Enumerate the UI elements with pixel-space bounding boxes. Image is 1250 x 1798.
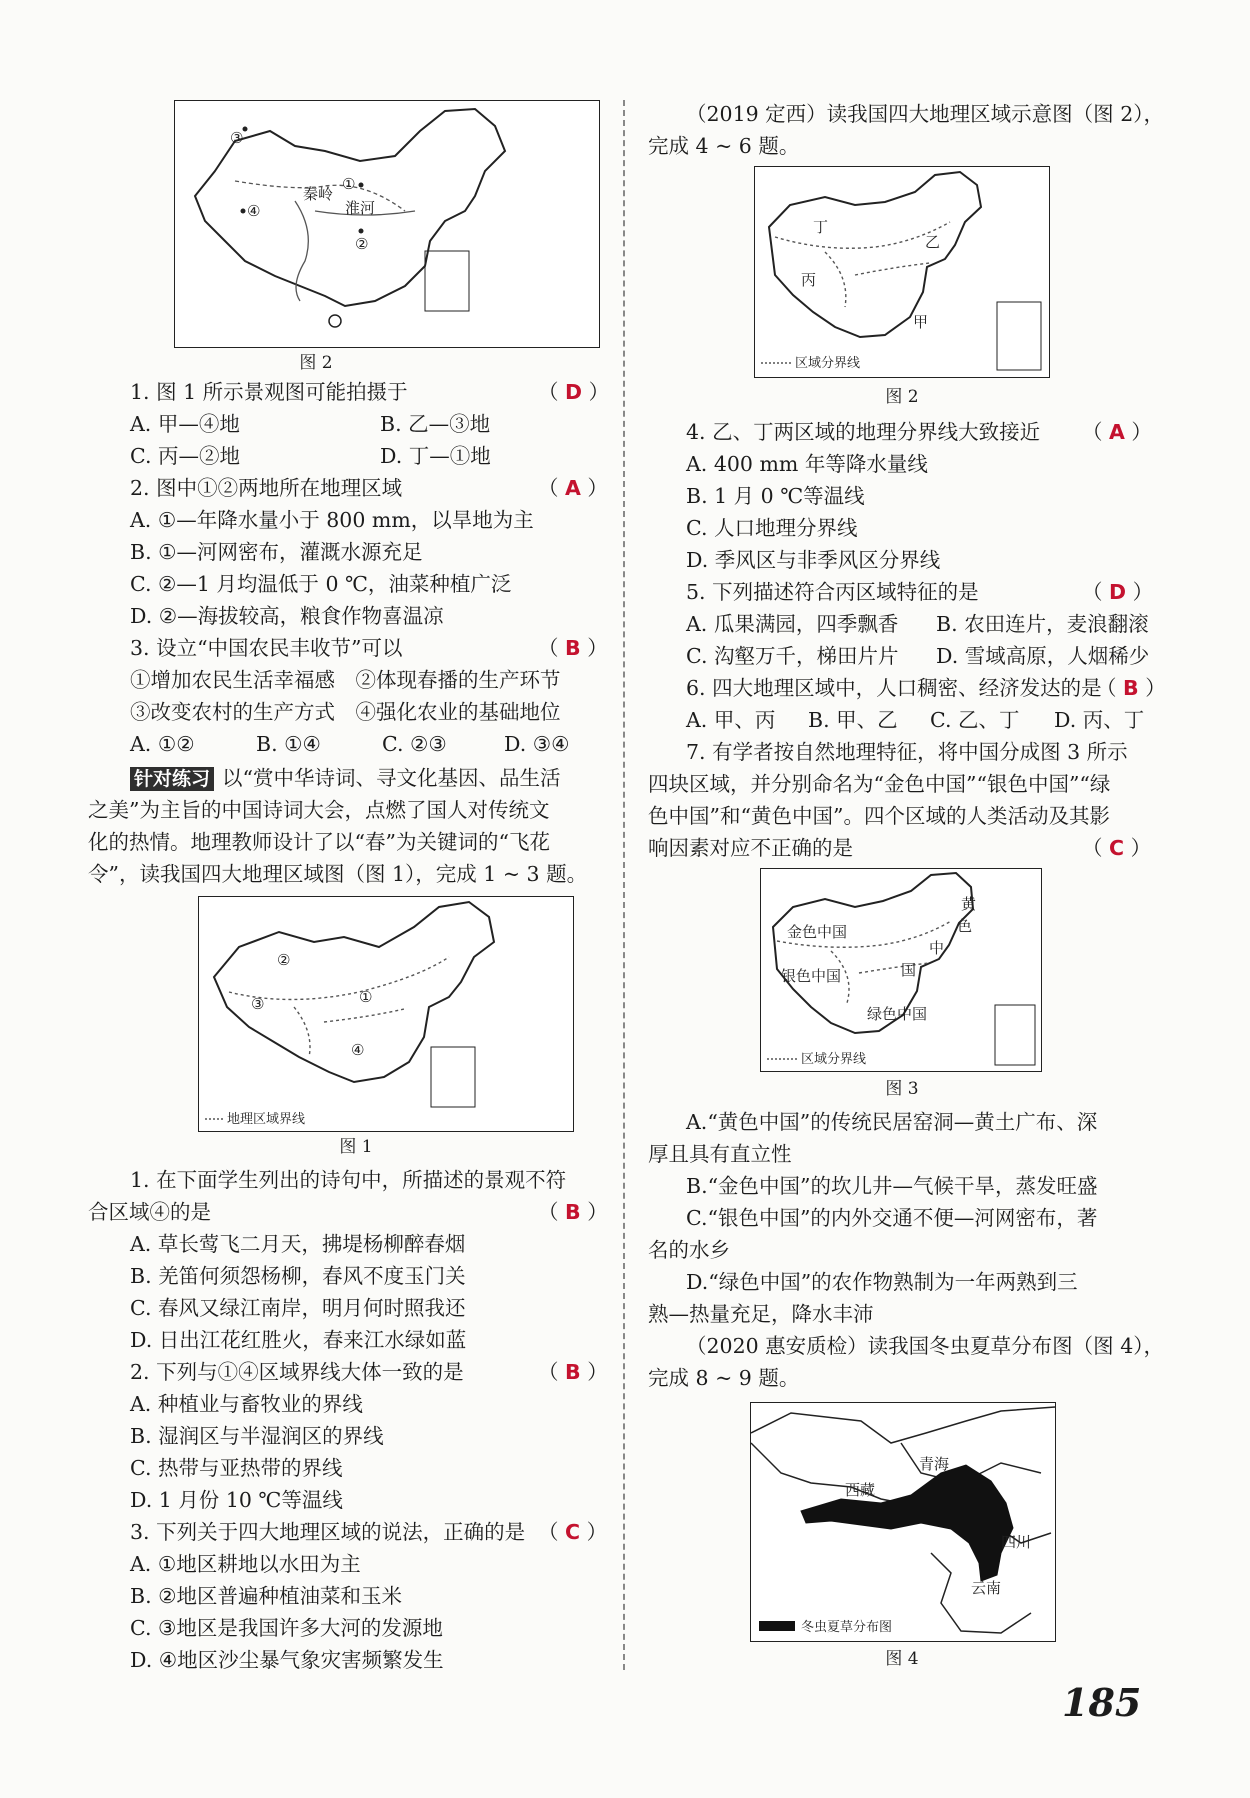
fig3-caption: 图 3 [885,1079,919,1099]
fig2-label-bing: 丙 [801,271,817,289]
map-label-3: ③ [230,129,244,147]
q4-option-c: C. 人口地理分界线 [686,516,858,540]
fig-top-caption: 图 2 [299,353,333,373]
cordyceps-map-fig4 [750,1402,1056,1642]
q7-text-3: 色中国”和“黄色中国”。四个区域的人类活动及其影 [648,804,1110,828]
q6-option-c: C. 乙、丁 [930,708,1020,732]
fig1-label-1: ① [359,988,373,1006]
q7-option-a-1: A.“黄色中国”的传统民居窑洞—黄土广布、深 [686,1110,1098,1134]
map-label-huaihe: 淮河 [345,199,376,217]
q1-option-c: C. 丙—②地 [130,444,240,468]
q4-option-d: D. 季风区与非季风区分界线 [686,548,941,572]
p2-option-d: D. 1 月份 10 ℃等温线 [130,1488,343,1512]
q2-option-c: C. ②—1 月均温低于 0 ℃，油菜种植广泛 [130,572,512,596]
map-label-1: ① [342,175,356,193]
p2-option-c: C. 热带与亚热带的界线 [130,1456,343,1480]
q7-option-c-1: C.“银色中国”的内外交通不便—河网密布，著 [686,1206,1098,1230]
fig3-label-guo: 国 [901,961,917,979]
q7-answer: （ C ） [1082,836,1152,860]
p2-answer: （ B ） [538,1360,608,1384]
q4-option-b: B. 1 月 0 ℃等温线 [686,484,865,508]
q7-option-d-2: 熟—热量充足，降水丰沛 [648,1302,874,1326]
fig1-label-2: ② [277,951,291,969]
q1-option-d: D. 丁—①地 [380,444,491,468]
fig4-legend: 冬虫夏草分布图 [801,1620,893,1635]
q6-text: 6. 四大地理区域中，人口稠密、经济发达的是 [686,676,1102,700]
q7-option-b-1: B.“金色中国”的坎儿井—气候干旱，蒸发旺盛 [686,1174,1098,1198]
q6-option-b: B. 甲、乙 [808,708,898,732]
fig2-label-jia: 甲 [913,313,929,331]
q7-text-4: 响因素对应不正确的是 [648,836,853,860]
p3-option-a: A. ①地区耕地以水田为主 [130,1552,361,1576]
fig1-label-4: ④ [351,1041,365,1059]
right-intro-1: （2019 定西）读我国四大地理区域示意图（图 2）， [686,102,1164,126]
fig4-label-yunnan: 云南 [971,1579,1002,1597]
china-map-fig3-svg [761,869,1041,1071]
p1-answer: （ B ） [538,1200,608,1224]
q2-option-b: B. ①—河网密布，灌溉水源充足 [130,540,423,564]
q3-option-d: D. ③④ [504,732,570,756]
practice-intro-4: 令”，读我国四大地理区域图（图 1），完成 1 ~ 3 题。 [88,862,588,886]
china-map-top [174,100,600,348]
q6-option-d: D. 丙、丁 [1054,708,1145,732]
cordyceps-map-fig4-svg [751,1403,1055,1641]
q5-text: 5. 下列描述符合丙区域特征的是 [686,580,979,604]
china-map-fig2 [754,166,1050,378]
china-map-top-svg [175,101,599,347]
china-map-fig2-svg [755,167,1049,377]
fig2-caption: 图 2 [885,387,919,407]
p1-option-d: D. 日出江花红胜火，春来江水绿如蓝 [130,1328,467,1352]
p1-text-1: 1. 在下面学生列出的诗句中，所描述的景观不符 [130,1168,567,1192]
p3-option-b: B. ②地区普遍种植油菜和玉米 [130,1584,402,1608]
fig3-label-green: 绿色中国 [867,1005,928,1023]
china-map-fig1 [198,896,574,1132]
q7-option-d-1: D.“绿色中国”的农作物熟制为一年两熟到三 [686,1270,1078,1294]
right-intro2-1: （2020 惠安质检）读我国冬虫夏草分布图（图 4）， [686,1334,1164,1358]
p3-option-c: C. ③地区是我国许多大河的发源地 [130,1616,443,1640]
p2-option-a: A. 种植业与畜牧业的界线 [130,1392,363,1416]
fig1-label-3: ③ [251,995,265,1013]
fig3-label-huang: 黄 [961,895,977,913]
fig2-label-ding: 丁 [813,218,829,236]
fig1-legend: 地理区域界线 [227,1112,306,1127]
fig2-legend: 区域分界线 [795,356,861,371]
fig3-label-zhong: 中 [929,939,945,957]
practice-intro-text-1: 以“赏中华诗词、寻文化基因、品生活 [222,766,561,790]
q4-answer: （ A ） [1082,420,1152,444]
q6-answer: （ B ） [1096,676,1166,700]
p1-option-b: B. 羌笛何须怨杨柳，春风不度玉门关 [130,1264,466,1288]
q3-option-b: B. ①④ [256,732,321,756]
q7-text-2: 四块区域，并分别命名为“金色中国”“银色中国”“绿 [648,772,1111,796]
fig3-label-silver: 银色中国 [781,967,842,985]
q1-answer: （ D ） [538,380,610,404]
practice-intro-2: 之美”为主旨的中国诗词大会，点燃了国人对传统文 [88,798,550,822]
q1-option-a: A. 甲—④地 [130,412,240,436]
right-intro-2: 完成 4 ~ 6 题。 [648,134,800,158]
q5-answer: （ D ） [1082,580,1154,604]
q4-text: 4. 乙、丁两区域的地理分界线大致接近 [686,420,1041,444]
fig4-label-qinghai: 青海 [919,1455,950,1473]
q2-text: 2. 图中①②两地所在地理区域 [130,476,403,500]
p1-option-c: C. 春风又绿江南岸，明月何时照我还 [130,1296,466,1320]
map-label-4: ④ [247,202,261,220]
q7-text-1: 7. 有学者按自然地理特征，将中国分成图 3 所示 [686,740,1128,764]
practice-intro-3: 化的热情。地理教师设计了以“春”为关键词的“飞花 [88,830,550,854]
fig3-legend: 区域分界线 [801,1052,867,1067]
p3-option-d: D. ④地区沙尘暴气象灾害频繁发生 [130,1648,444,1672]
p1-text-2: 合区域④的是 [88,1200,211,1224]
p2-option-b: B. 湿润区与半湿润区的界线 [130,1424,384,1448]
q1-option-b: B. 乙—③地 [380,412,491,436]
fig4-caption: 图 4 [885,1649,919,1669]
china-map-fig3 [760,868,1042,1072]
q3-option-c: C. ②③ [382,732,447,756]
right-intro2-2: 完成 8 ~ 9 题。 [648,1366,800,1390]
practice-tag: 针对练习 [130,767,214,791]
q5-option-a: A. 瓜果满园，四季飘香 [686,612,899,636]
column-divider [623,100,625,1670]
q6-option-a: A. 甲、丙 [686,708,776,732]
p2-text: 2. 下列与①④区域界线大体一致的是 [130,1360,464,1384]
fig3-label-gold: 金色中国 [787,923,848,941]
q4-option-a: A. 400 mm 年等降水量线 [686,452,928,476]
fig4-label-xizang: 西藏 [845,1481,876,1499]
q2-option-a: A. ①—年降水量小于 800 mm，以旱地为主 [130,508,534,532]
q2-answer: （ A ） [538,476,608,500]
q1-text: 1. 图 1 所示景观图可能拍摄于 [130,380,408,404]
fig1-caption: 图 1 [339,1137,373,1157]
q2-option-d: D. ②—海拔较高，粮食作物喜温凉 [130,604,444,628]
fig2-label-yi: 乙 [925,233,941,251]
practice-intro-1 [130,764,561,792]
q7-option-c-2: 名的水乡 [648,1238,730,1262]
q7-option-a-2: 厚且具有直立性 [648,1142,792,1166]
p3-answer: （ C ） [538,1520,608,1544]
q3-item-1: ①增加农民生活幸福感 ②体现春播的生产环节 [130,668,561,692]
p3-text: 3. 下列关于四大地理区域的说法，正确的是 [130,1520,526,1544]
q3-item-2: ③改变农村的生产方式 ④强化农业的基础地位 [130,700,561,724]
p1-option-a: A. 草长莺飞二月天，拂堤杨柳醉春烟 [130,1232,466,1256]
q3-option-a: A. ①② [130,732,195,756]
q5-option-c: C. 沟壑万千，梯田片片 [686,644,899,668]
map-label-2: ② [355,235,369,253]
q5-option-d: D. 雪域高原，人烟稀少 [936,644,1150,668]
page-number: 185 [1062,1680,1142,1725]
fig4-label-sichuan: 四川 [1001,1533,1032,1551]
map-label-qinling: 秦岭 [303,185,334,203]
fig3-label-se: 色 [957,917,973,935]
q3-answer: （ B ） [538,636,608,660]
q3-text: 3. 设立“中国农民丰收节”可以 [130,636,403,660]
china-map-fig1-svg [199,897,573,1131]
q5-option-b: B. 农田连片，麦浪翻滚 [936,612,1149,636]
